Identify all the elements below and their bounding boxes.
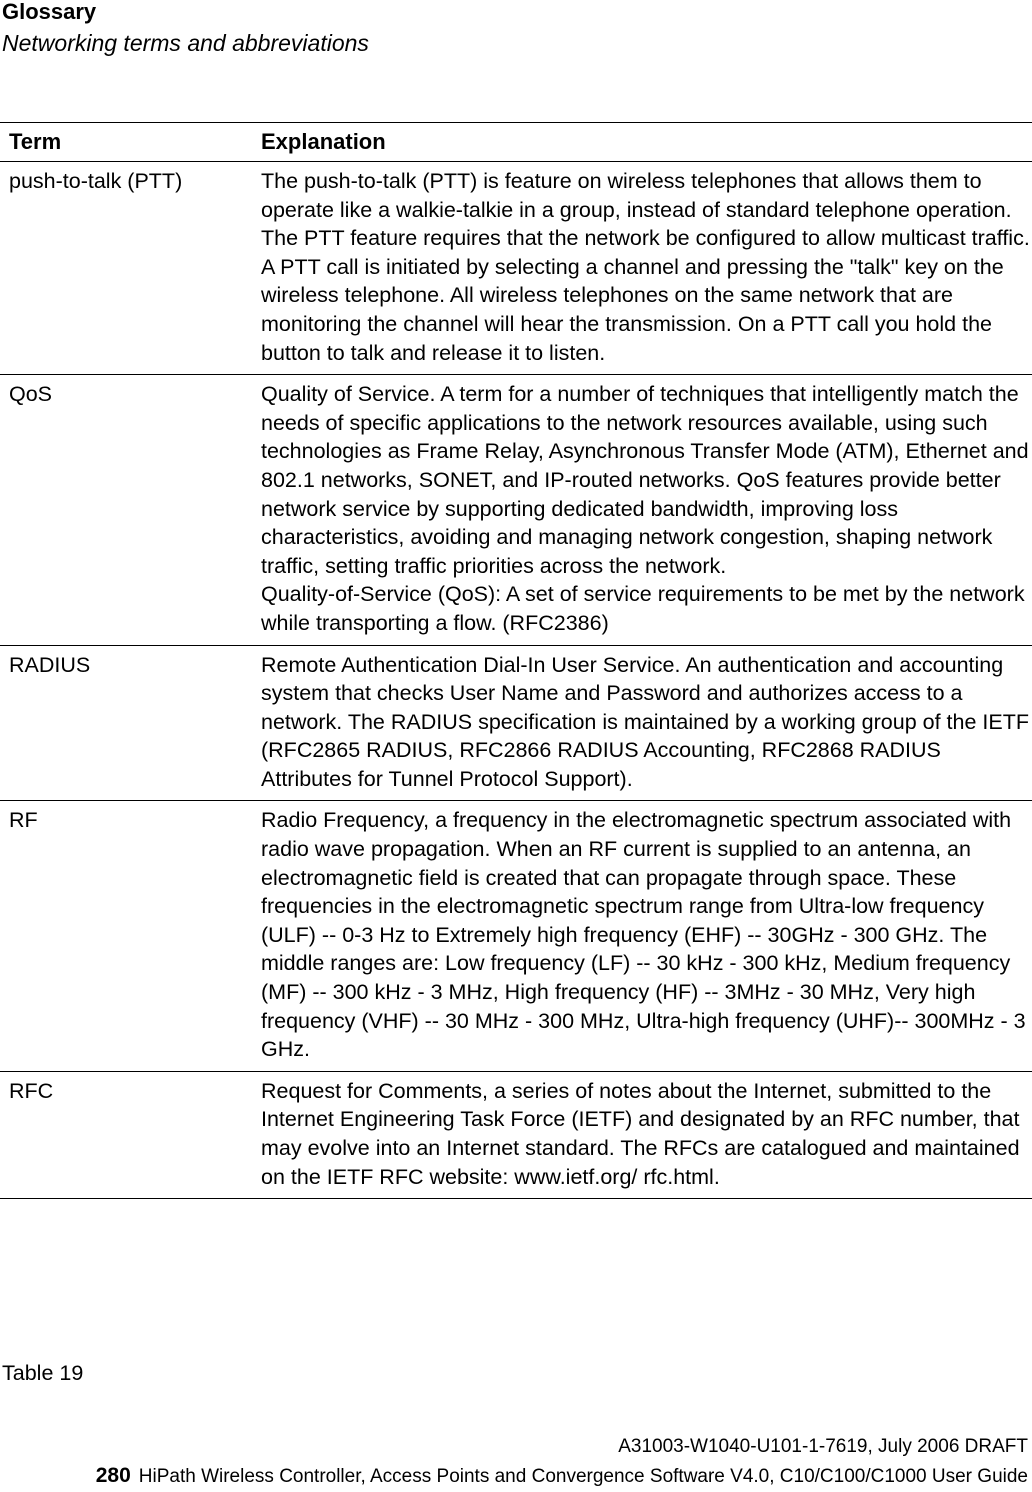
table-row: [0, 162, 1032, 375]
footer-doc-id: A31003-W1040-U101-1-7619, July 2006 DRAFT: [618, 1436, 1028, 1457]
column-header-explanation: Explanation: [252, 123, 1032, 162]
column-header-term: Term: [0, 123, 252, 162]
explanation-paragraph: Remote Authentication Dial-In User Service. An authentication and accounting system that checks User Name and Password and authorizes access to a network. The RADIUS specification is maintained by a working group of the IETF (RFC2865 RADIUS, RFC2866 RADIUS Accounting, RFC2868 RADIUS Attributes for Tunnel Protocol Support).: [261, 652, 1029, 791]
explanation-paragraph: Quality of Service. A term for a number of techniques that intelligently match the needs of specific applications to the network resources available, using such technologies as Frame Relay, Asynchronous Transfer Mode (ATM), Ethernet and 802.1 networks, SONET, and IP-routed networks. QoS features provide better network service by supporting dedicated bandwidth, improving loss characteristics, avoiding and managing network congestion, shaping network traffic, setting traffic priorities across the network.: [261, 382, 1029, 578]
explanation-cell: [252, 162, 1032, 375]
explanation-paragraph: Quality-of-Service (QoS): A set of service requirements to be met by the network while transporting a flow. (RFC2386): [261, 582, 1025, 635]
table-row: [0, 801, 1032, 1071]
page-number: 280: [95, 1464, 131, 1487]
table-row: [0, 645, 1032, 801]
section-subtitle: Networking terms and abbreviations: [2, 30, 369, 56]
table-row: [0, 1071, 1032, 1198]
explanation-paragraph: Radio Frequency, a frequency in the electromagnetic spectrum associated with radio wave propagation. When an RF current is supplied to an antenna, an electromagnetic field is created that can propagate through space. These frequencies in the electromagnetic spectrum range from Ultra-low frequency (ULF) -- 0-3 Hz to Extremely high frequency (EHF) -- 30GHz - 300 GHz. The middle ranges are: Low frequency (LF) -- 30 kHz - 300 kHz, Medium frequency (MF) -- 300 kHz - 3 MHz, High frequency (HF) -- 3MHz - 30 MHz, Very high frequency (VHF) -- 30 MHz - 300 MHz, Ultra-high frequency (UHF)-- 300MHz - 3 GHz.: [261, 808, 1026, 1062]
table-caption: Table 19: [2, 1361, 84, 1385]
explanation-paragraph: A PTT call is initiated by selecting a channel and pressing the "talk" key on the wireless telephone. All wireless telephones on the same network that are monitoring the channel will hear the transmission. On a PTT call you hold the button to talk and release it to listen.: [261, 254, 1004, 365]
explanation-cell: [252, 375, 1032, 645]
table-header-row: [0, 123, 1032, 162]
chapter-title: Glossary: [2, 0, 97, 24]
table-row: [0, 375, 1032, 645]
term-cell: push-to-talk (PTT): [0, 162, 252, 375]
term-cell: RFC: [0, 1071, 252, 1198]
explanation-paragraph: Request for Comments, a series of notes about the Internet, submitted to the Internet Engineering Task Force (IETF) and designated by an RFC number, that may evolve into an Internet standard. The RFCs are catalogued and maintained on the IETF RFC website: www.ietf.org/ rfc.html.: [261, 1078, 1020, 1189]
term-cell: QoS: [0, 375, 252, 645]
explanation-cell: [252, 1071, 1032, 1198]
explanation-cell: [252, 645, 1032, 801]
term-cell: RF: [0, 801, 252, 1071]
explanation-cell: [252, 801, 1032, 1071]
glossary-table: [0, 122, 1032, 1199]
guide-title: HiPath Wireless Controller, Access Points and Convergence Software V4.0, C10/C100/C1000 User Guide: [138, 1466, 1028, 1487]
explanation-paragraph: The push-to-talk (PTT) is feature on wireless telephones that allows them to operate like a walkie-talkie in a group, instead of standard telephone operation. The PTT feature requires that the network be configured to allow multicast traffic.: [261, 169, 1030, 251]
footer-guide-line: [96, 1462, 1028, 1491]
term-cell: RADIUS: [0, 645, 252, 801]
